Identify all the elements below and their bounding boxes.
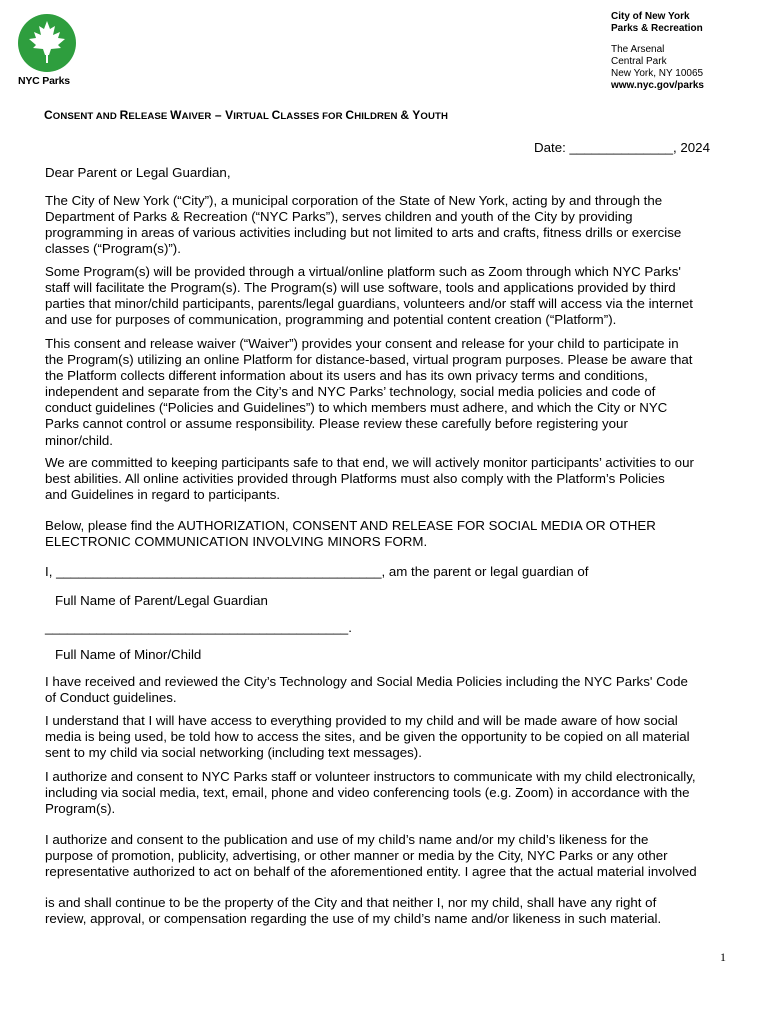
paragraph-6: I have received and reviewed the City’s Technology and Social Media Policies including the NYC Parks' Code of Conduct guidelines. bbox=[45, 674, 688, 706]
title-part: & bbox=[400, 108, 413, 122]
title-part: LASSES FOR bbox=[280, 111, 346, 122]
title-part: HILDREN bbox=[354, 111, 401, 122]
nyc-parks-logo bbox=[17, 13, 77, 73]
title-part: OUTH bbox=[420, 111, 448, 122]
guardian-label: Full Name of Parent/Legal Guardian bbox=[55, 593, 268, 608]
title-part: – bbox=[211, 108, 226, 122]
title-part: W bbox=[170, 108, 182, 122]
paragraph-7: I understand that I will have access to everything provided to my child and will be made aware of how social media is being used, be told how to access the sites, and be given the opportunity to be copied on all material sent to my child via social networking (including text messages). bbox=[45, 713, 690, 761]
paragraph-1: The City of New York (“City”), a municipal corporation of the State of New York, acting by and through the Department of Parks & Recreation (“NYC Parks”), serves children and youth of the City by providing programming in areas of various activities including but not limited to arts and crafts, fitness drills or exercise classes (“Program(s)”). bbox=[45, 193, 682, 257]
address-block bbox=[611, 44, 704, 92]
title-part: ONSENT AND bbox=[52, 111, 120, 122]
org-line-1: City of New York bbox=[611, 11, 690, 22]
document-title bbox=[44, 108, 448, 122]
org-block bbox=[611, 11, 703, 35]
title-part: C bbox=[271, 108, 281, 122]
minor-line[interactable]: _________________________________________. bbox=[45, 620, 352, 635]
website-link[interactable]: www.nyc.gov/parks bbox=[611, 80, 704, 91]
title-part: C bbox=[44, 108, 53, 122]
title-part: IRTUAL bbox=[233, 111, 272, 122]
minor-label: Full Name of Minor/Child bbox=[55, 647, 202, 662]
paragraph-9: I authorize and consent to the publication and use of my child’s name and/or my child’s likeness for the purpose of promotion, publicity, advertising, or other manner or media by the City, NYC Parks or any other representative authorized to act on behalf of the aforementioned entity. I agree that the actual material involved bbox=[45, 832, 697, 880]
org-line-2: Parks & Recreation bbox=[611, 23, 703, 34]
paragraph-2: Some Program(s) will be provided through a virtual/online platform such as Zoom through which NYC Parks' staff will facilitate the Program(s). The Program(s) will use software, tools and applications provided by third parties that minor/child participants, parents/legal guardians, volunteers and/or staff will access via the internet and use for purposes of communication, programming and potential content creation (“Platform”). bbox=[45, 264, 693, 328]
salutation: Dear Parent or Legal Guardian, bbox=[45, 165, 231, 180]
address-line-3: New York, NY 10065 bbox=[611, 68, 704, 79]
paragraph-5: Below, please find the AUTHORIZATION, CONSENT AND RELEASE FOR SOCIAL MEDIA OR OTHER ELECTRONIC COMMUNICATION INVOLVING MINORS FORM. bbox=[45, 518, 656, 550]
maple-leaf-icon bbox=[17, 13, 77, 73]
address-line-1: The Arsenal bbox=[611, 44, 665, 55]
paragraph-4: We are committed to keeping participants safe to that end, we will actively monitor participants’ activities to our best abilities. All online activities provided through Platforms must also comply with the Platform’s Policies and Guidelines in regard to participants. bbox=[45, 455, 694, 503]
title-part: C bbox=[345, 108, 355, 122]
guardian-line[interactable]: I, ____________________________________________, am the parent or legal guardian of bbox=[45, 564, 589, 579]
title-part: AIVER bbox=[181, 111, 212, 122]
paragraph-8: I authorize and consent to NYC Parks staff or volunteer instructors to communicate with my child electronically, including via social media, text, email, phone and video conferencing tools (e.g. Zoom) in accordance with the Program(s). bbox=[45, 769, 696, 817]
title-part: Y bbox=[412, 108, 421, 122]
title-part: ELEASE bbox=[128, 111, 171, 122]
page-number: 1 bbox=[720, 950, 726, 964]
address-line-2: Central Park bbox=[611, 56, 667, 67]
paragraph-3: This consent and release waiver (“Waiver”) provides your consent and release for your child to participate in the Program(s) utilizing an online Platform for distance-based, virtual program purposes. Please be aware that the Platform collects different information about its users and has its own privacy terms and conditions, independent and separate from the City’s and NYC Parks’ technology, social media policies and code of conduct guidelines (“Policies and Guidelines”) to which members must adhere, and which the City or NYC Parks cannot control or assume responsibility. Please review these carefully before registering your minor/child. bbox=[45, 336, 693, 448]
date-line: Date: ______________, 2024 bbox=[534, 140, 710, 155]
title-part: R bbox=[119, 108, 129, 122]
logo-text: NYC Parks bbox=[18, 75, 70, 87]
paragraph-10: is and shall continue to be the property of the City and that neither I, nor my child, shall have any right of review, approval, or compensation regarding the use of my child’s name and/or likeness in such material. bbox=[45, 895, 662, 927]
title-part: V bbox=[225, 108, 234, 122]
